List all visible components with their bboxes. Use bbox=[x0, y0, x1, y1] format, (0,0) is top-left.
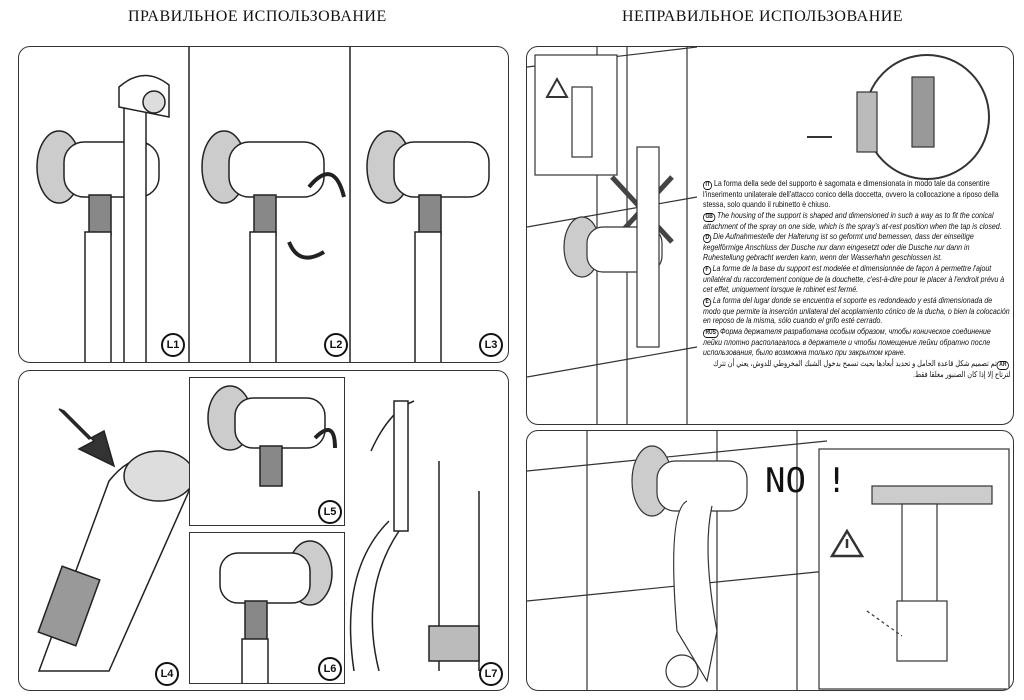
lang-badge-gb: GB bbox=[703, 213, 715, 222]
text-rus bbox=[703, 327, 1011, 358]
text-f-body: La forme de la base du support est modelée et dimensionnée de façon à permettre l'ajout unilatéral du raccordement conique de la douchette, c'est-à-dire pour le placer à l'endroit prévu à cet effet, uniquement lorsque le robinet est fermé. bbox=[703, 262, 1005, 294]
lang-badge-f: F bbox=[703, 266, 711, 275]
text-ar bbox=[703, 359, 1011, 380]
text-gb-body: The housing of the support is shaped and dimensioned in such a way as to fit the conical attachment of the spray on one side, which is the spray's at-rest position when the tap is closed. bbox=[703, 209, 1002, 231]
correct-usage-heading: ПРАВИЛЬНОЕ ИСПОЛЬЗОВАНИЕ bbox=[128, 8, 387, 25]
lang-badge-ar: AR bbox=[997, 361, 1009, 370]
step-label-l5: L5 bbox=[318, 500, 342, 524]
step-l5-inset bbox=[189, 377, 345, 526]
step-label-l2: L2 bbox=[324, 333, 348, 357]
text-e bbox=[703, 296, 1011, 327]
step-label-l4: L4 bbox=[155, 662, 179, 686]
valve-illustrations bbox=[19, 47, 509, 363]
incorrect-usage-text-panel bbox=[526, 46, 1014, 425]
lang-badge-d: D bbox=[703, 234, 711, 243]
text-f bbox=[703, 264, 1011, 295]
text-d bbox=[703, 232, 1011, 263]
incorrect-usage-no-panel bbox=[526, 430, 1014, 691]
step-label-l7: L7 bbox=[479, 662, 503, 686]
text-d-body: Die Aufnahmestelle der Halterung ist so geformt und bemessen, dass der einseitige kegelförmige Anschluss der Dusche nur dann eingesetzt oder die Dusche nur dann in Ruhestellung gebracht werden kann, wenn der Wasserhahn geschlossen ist. bbox=[703, 231, 974, 263]
incorrect-usage-heading: НЕПРАВИЛЬНОЕ ИСПОЛЬЗОВАНИЕ bbox=[622, 8, 904, 25]
text-ar-body: تم تصميم شكل قاعدة الحامل و تحديد أبعادها بحيث تسمح بدخول الشبك المخروطي للدوش، يعني أن تترك لترتاح إلا إذا كان الصنبور مغلقا فقط. bbox=[713, 358, 1011, 379]
step-label-l3: L3 bbox=[479, 333, 503, 357]
text-gb bbox=[703, 211, 1011, 232]
text-rus-body: Форма держателя разработана особым образом, чтобы коническое соединение лейки плотно располагалось в держателе и чтобы помещение лейки обратно после использования, было возможна только при закрытом кране. bbox=[703, 326, 991, 357]
text-it bbox=[703, 179, 1011, 210]
text-it-body: La forma della sede del supporto è sagomata e dimensionata in modo tale da consentire l'inserimento unilaterale dell'attacco conico della doccetta, ovvero la collocazione a riposo della stessa, solo quando il rubinetto è chiuso. bbox=[703, 178, 999, 209]
instructions-text bbox=[703, 179, 1011, 381]
step-label-l6: L6 bbox=[318, 657, 342, 681]
no-label: NO ! bbox=[765, 461, 847, 501]
lang-badge-it: IT bbox=[703, 181, 712, 190]
steps-l4-l7-panel bbox=[18, 370, 509, 691]
step-label-l1: L1 bbox=[161, 333, 185, 357]
lang-badge-e: E bbox=[703, 298, 711, 307]
steps-l1-l3-panel bbox=[18, 46, 509, 363]
step-l6-inset bbox=[189, 532, 345, 684]
lang-badge-rus: RUS bbox=[703, 329, 718, 338]
text-e-body: La forma del lugar donde se encuentra el soporte es redondeado y está dimensionada de modo que permite la inserción unilateral del acoplamiento cónico de la ducha, o bien la colocación en reposo de la misma, sólo cuando el grifo esté cerrado. bbox=[703, 294, 1010, 326]
